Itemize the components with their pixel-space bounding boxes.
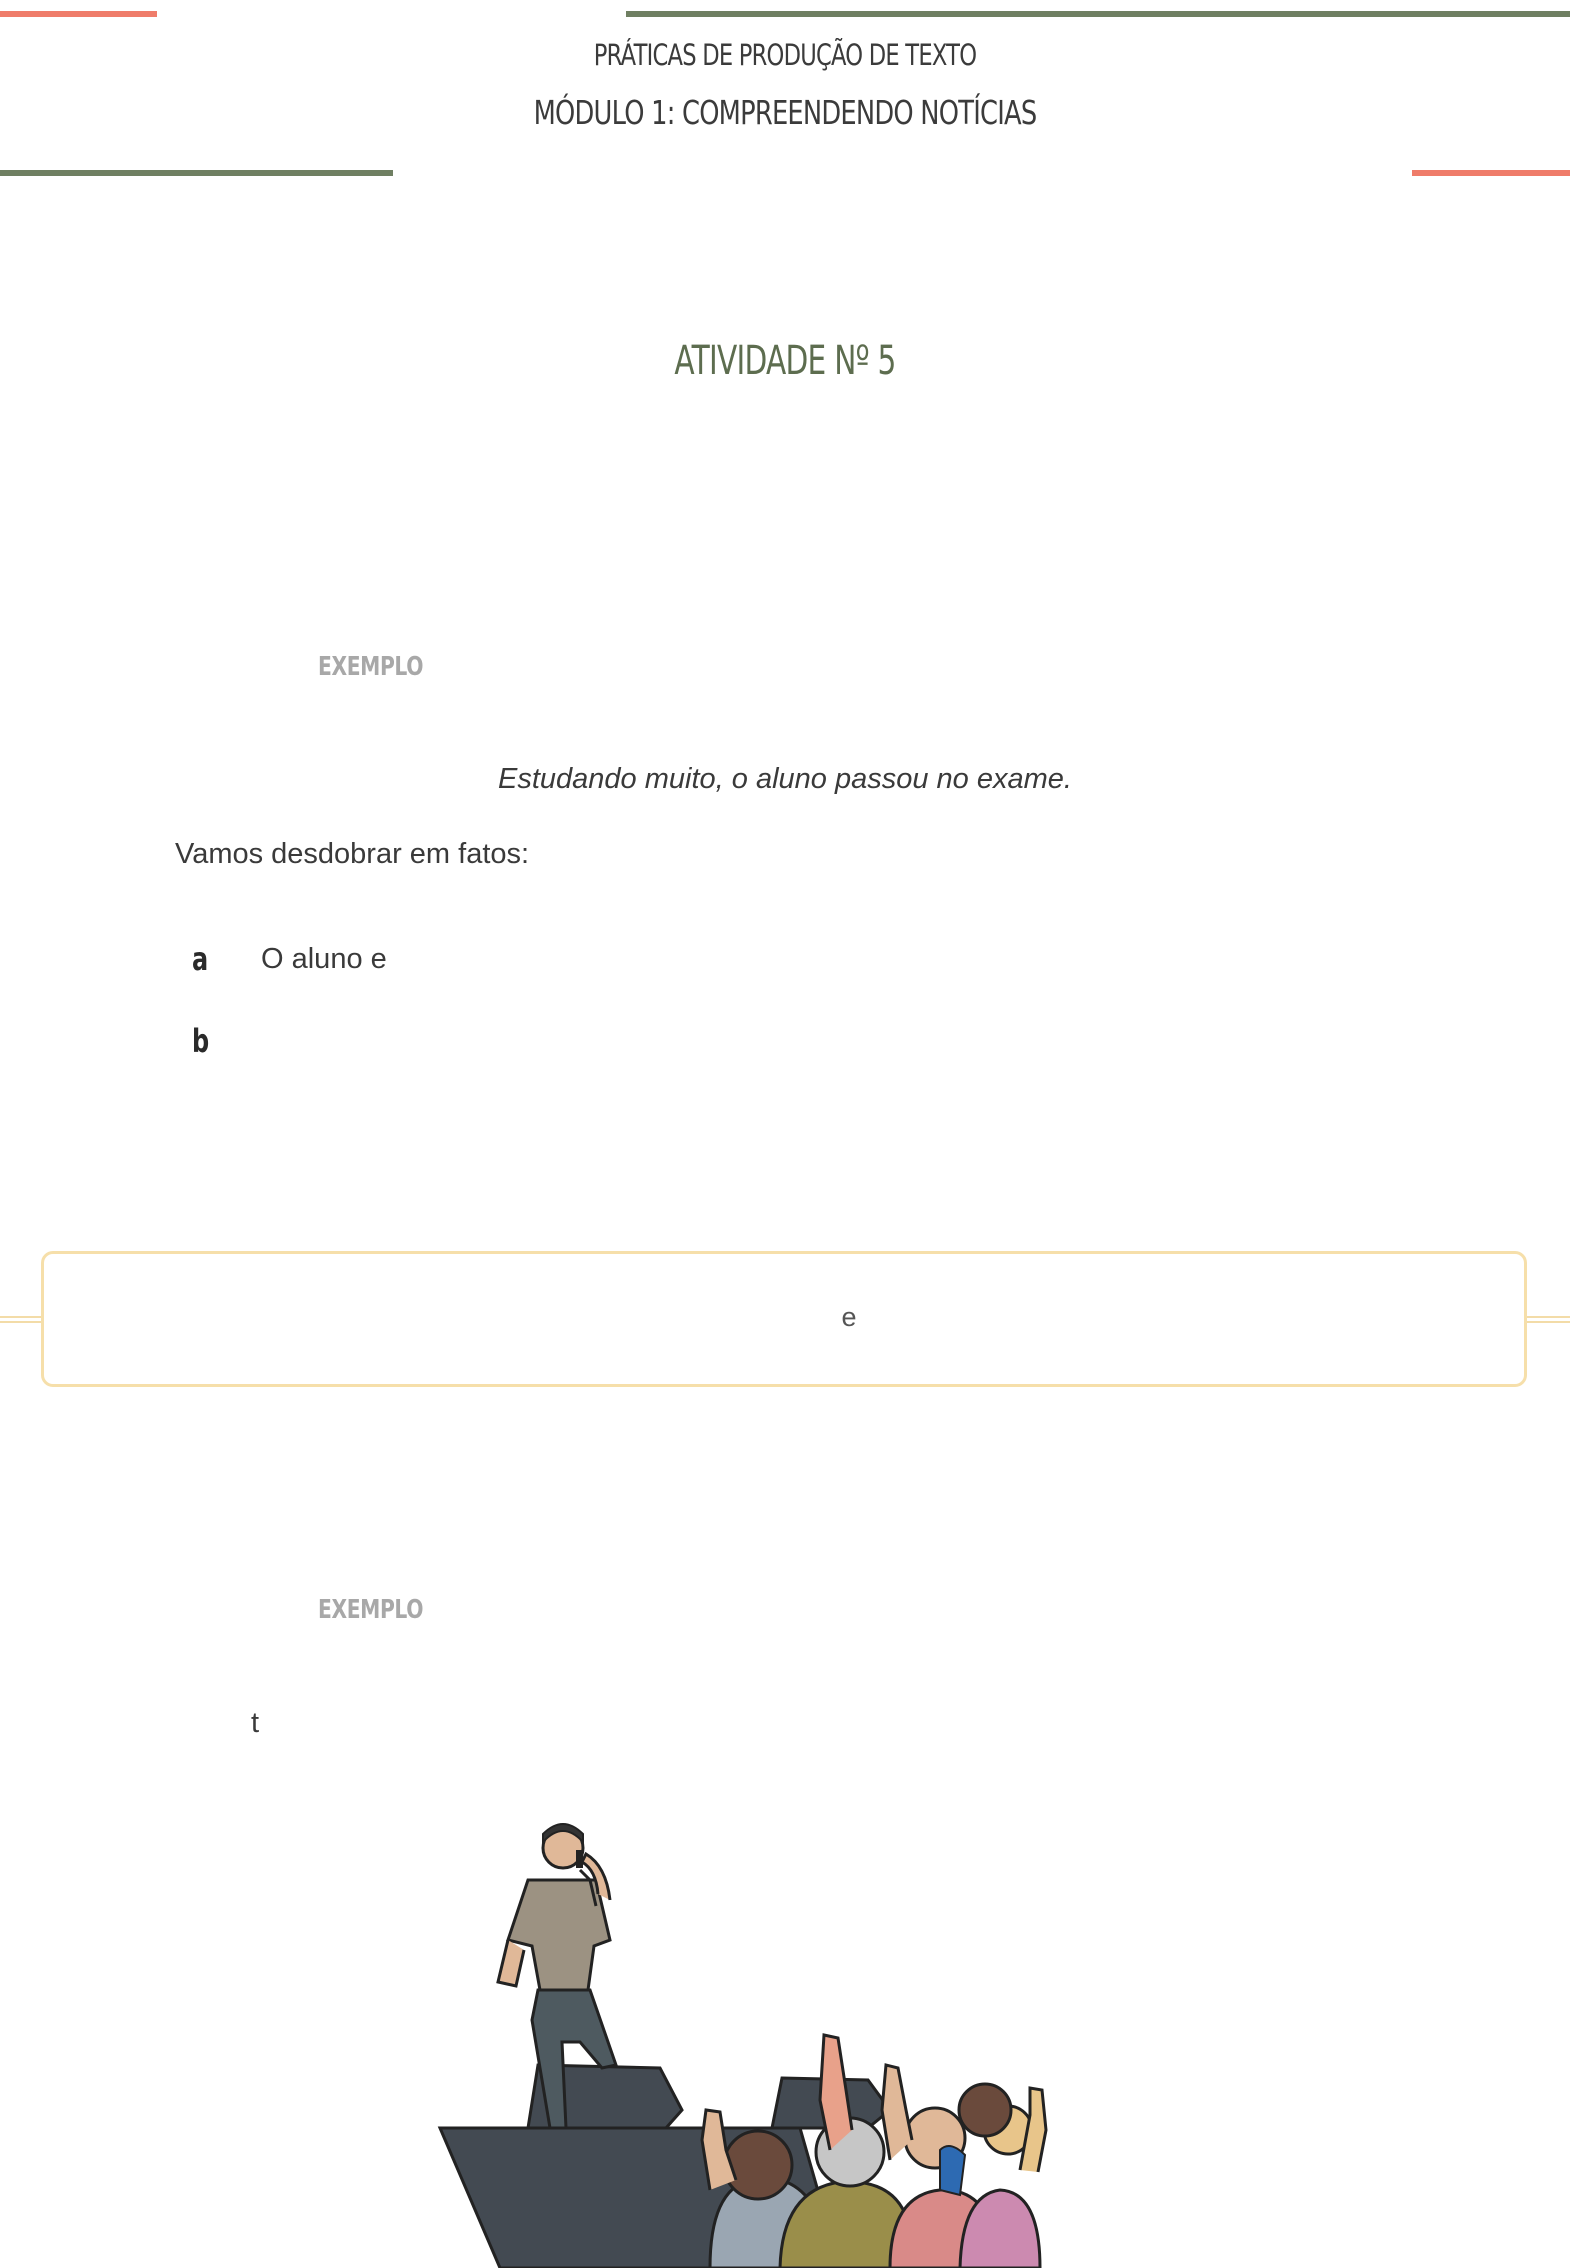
header-coral-line-top-left (0, 11, 157, 17)
module-title: MÓDULO 1: COMPREENDENDO NOTÍCIAS (533, 93, 1037, 132)
answer-box-text: e (841, 1302, 857, 1332)
box-connector-left (0, 1316, 44, 1323)
example-text-2: t (251, 1707, 260, 1739)
header-green-line-top-right (626, 11, 1570, 17)
item-text-a: O aluno e (261, 943, 387, 975)
answer-box[interactable] (41, 1251, 1527, 1387)
example-label-2: EXEMPLO (318, 1595, 424, 1625)
item-letter-a: a (192, 940, 209, 978)
activity-title: ATIVIDADE Nº 5 (674, 338, 896, 384)
intro-paragraph: Vamos desdobrar em fatos: (175, 838, 530, 870)
item-letter-b: b (192, 1022, 210, 1060)
course-title: PRÁTICAS DE PRODUÇÃO DE TEXTO (593, 38, 977, 72)
example-label: EXEMPLO (318, 652, 424, 682)
concert-illustration (420, 1810, 1140, 2268)
crowd (702, 2035, 1046, 2268)
header-green-line-bottom-left (0, 170, 393, 176)
box-connector-right (1524, 1316, 1570, 1323)
header-coral-line-bottom-right (1412, 170, 1570, 176)
example-sentence: Estudando muito, o aluno passou no exame. (498, 763, 1072, 795)
